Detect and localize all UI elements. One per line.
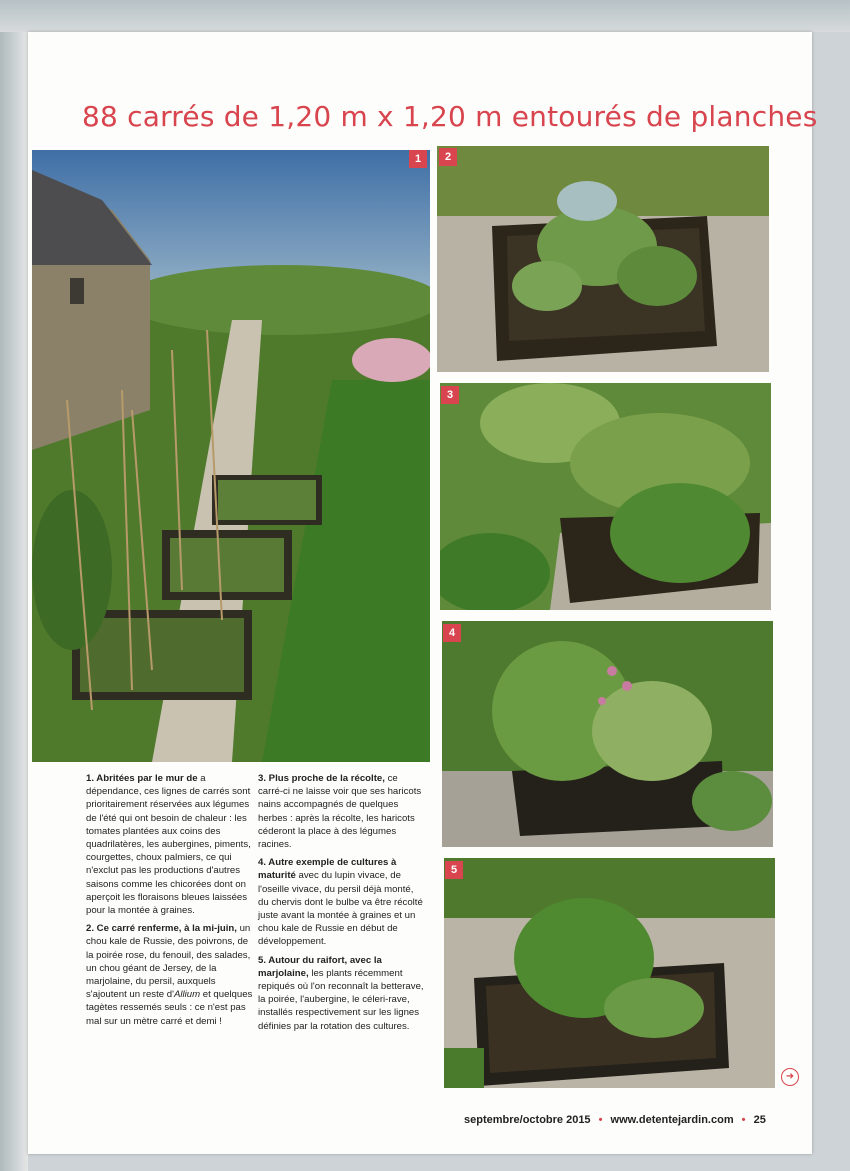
photo-badge-5: 5 bbox=[445, 861, 463, 879]
photo-5-horseradish-bed bbox=[444, 858, 775, 1088]
caption-4-lead-2: à maturité bbox=[258, 857, 397, 882]
caption-5-body: les plants récemment repiqués où l'on reconnaît la betterave, la poirée, l'aubergine, le céleri-rave, installés respectivement sur les lignes définies par la rotation des cultures. bbox=[258, 967, 424, 1032]
caption-5-lead: 5. Autour du raifort, avec bbox=[258, 954, 372, 966]
captions-column-1 bbox=[86, 772, 254, 1033]
photo-3-beans-bed bbox=[440, 383, 771, 610]
caption-2-lead-2: à la mi-juin, bbox=[184, 923, 237, 935]
captions-column-2 bbox=[258, 772, 424, 1038]
footer-site-link[interactable]: www.detentejardin.com bbox=[610, 1114, 734, 1126]
footer-separator-1: • bbox=[598, 1114, 603, 1126]
caption-1-lead: 1. Abritées par le mur de bbox=[86, 773, 198, 784]
photo-badge-3: 3 bbox=[441, 386, 459, 404]
caption-3 bbox=[258, 772, 424, 851]
photo-badge-1: 1 bbox=[409, 150, 427, 168]
caption-3-lead: 3. Plus proche de la récolte, bbox=[258, 773, 385, 784]
caption-1-body: a dépendance, ces lignes de carrés sont prioritairement réservées aux légumes de l'été qui ont besoin de chaleur : les tomates plantées aux coins des quadrilatères, les aubergines, piments, courgettes, choux palmiers, ce qui n'exclut pas les productions d'autres saisons comme les chicorées dont on aperçoit les floraisons bleues laissées pour la montée à graines. bbox=[86, 773, 251, 917]
caption-5 bbox=[258, 954, 424, 1033]
arrow-right-circle-icon: ➜ bbox=[781, 1068, 799, 1086]
photo-badge-4: 4 bbox=[443, 624, 461, 642]
footer-separator-2: • bbox=[741, 1114, 746, 1126]
scan-edge-left bbox=[0, 32, 28, 1171]
photo-4-lupin-bed bbox=[442, 621, 773, 847]
caption-5-lead-2: la marjolaine, bbox=[258, 954, 382, 979]
caption-2 bbox=[86, 922, 254, 1028]
caption-3-body: ce carré-ci ne laisse voir que ses haricots nains accompagnés de quelques herbes : après la récolte, les haricots céderont la place à des légumes racines. bbox=[258, 773, 422, 851]
photo-badge-2: 2 bbox=[439, 148, 457, 166]
footer-issue: septembre/octobre 2015 bbox=[464, 1114, 591, 1126]
photo-1-garden-overview bbox=[32, 150, 430, 762]
caption-2-italic: Allium bbox=[173, 989, 201, 1001]
page-headline: 88 carrés de 1,20 m x 1,20 m entourés de planches bbox=[82, 100, 818, 133]
caption-2-body-2: et quelques tagètes ressemés seuls : ce n'est pas mal sur un mètre carré et demi ! bbox=[86, 989, 253, 1027]
caption-2-lead: 2. Ce carré renferme, bbox=[86, 923, 182, 935]
page-footer bbox=[464, 1114, 766, 1126]
scan-edge-top bbox=[0, 0, 850, 32]
caption-2-body: un chou kale de Russie, des poivrons, de la poirée rose, du fenouil, des salades, un chou géant de Jersey, de la marjolaine, du persil, auxquels s'ajoutent un reste d' bbox=[86, 923, 251, 1001]
caption-4-body: avec du lupin vivace, de l'oseille vivace, du persil déjà monté, du chervis dont le bulbe va être récolté juste avant la montée à graines et un chou kale de Russie en début de développement. bbox=[258, 870, 423, 948]
caption-4-lead: 4. Autre exemple de cultures bbox=[258, 857, 389, 869]
caption-4 bbox=[258, 856, 424, 948]
caption-1 bbox=[86, 772, 254, 917]
page-number: 25 bbox=[753, 1114, 766, 1126]
photo-2-kale-bed bbox=[437, 146, 769, 372]
